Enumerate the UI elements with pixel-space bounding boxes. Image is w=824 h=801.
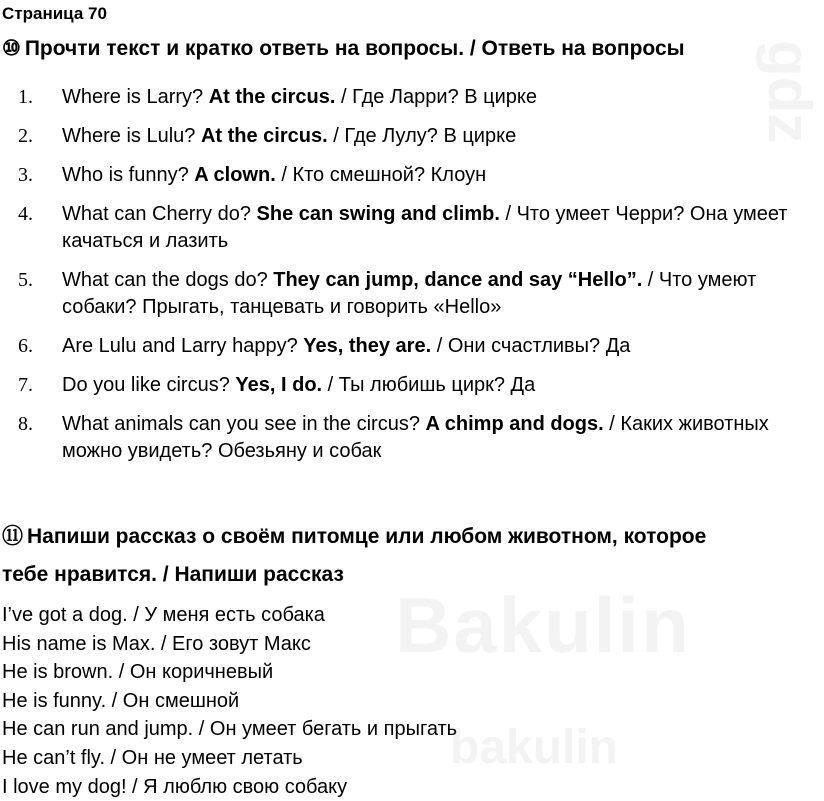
translation-text: / Кто смешной? Клоун: [275, 164, 487, 186]
translation-text: / Они счастливы? Да: [431, 335, 631, 357]
translation-text: / Где Ларри? В цирке: [335, 86, 538, 108]
page-label: Страница 70: [2, 4, 107, 23]
item-number: 4.: [18, 203, 33, 225]
story-line: He can run and jump. / Он умеет бегать и прыгать: [2, 718, 458, 741]
answer-text: A clown.: [194, 164, 276, 186]
question-text: Do you like circus?: [62, 374, 236, 396]
task-11-title-continued: тебе нравится. / Напиши рассказ: [2, 563, 344, 586]
answer-text: At the circus.: [200, 125, 328, 147]
item-number: 5.: [18, 269, 33, 291]
list-item: [18, 162, 798, 189]
answer-text: Yes, they are.: [303, 335, 432, 357]
story-line: He is funny. / Он смешной: [2, 689, 240, 712]
question-text: Are Lulu and Larry happy?: [62, 335, 304, 357]
question-text: What can Cherry do?: [62, 203, 257, 225]
story-line: I’ve got a dog. / У меня есть собака: [2, 604, 325, 626]
list-item: [18, 201, 798, 255]
list-item: [18, 411, 798, 465]
question-text: What can the dogs do?: [62, 269, 274, 291]
question-text: Who is funny?: [62, 164, 195, 186]
question-list: [18, 84, 798, 477]
item-number: 3.: [18, 164, 33, 186]
answer-text: A chimp and dogs.: [425, 413, 604, 435]
list-item: [18, 372, 798, 399]
task-10-number: ⑩: [2, 37, 21, 60]
watermark-small: bakulin: [450, 721, 619, 774]
watermark: Bakulin: [395, 581, 691, 669]
story-list: [2, 601, 457, 801]
answer-text: She can swing and climb.: [256, 203, 500, 225]
story-line: He can’t fly. / Он не умеет летать: [2, 746, 303, 769]
answer-text: They can jump, dance and say “Hello”.: [273, 269, 643, 291]
story-line: His name is Max. / Его зовут Макс: [2, 632, 311, 655]
translation-text: / Каких животных можно увидеть? Обезьяну и собак: [62, 413, 769, 462]
item-number: 2.: [18, 125, 33, 147]
story-line: I love my dog! / Я люблю свою собаку: [2, 775, 348, 798]
task-11-title-text: Напиши рассказ о своём питомце или любом животном, которое: [27, 525, 707, 548]
task-10-title: [2, 36, 685, 61]
watermark-side: gdz: [756, 40, 823, 144]
item-number: 6.: [18, 335, 33, 357]
list-item: [18, 123, 798, 150]
answer-text: Yes, I do.: [235, 374, 323, 396]
question-text: Where is Larry?: [62, 86, 209, 108]
translation-text: / Что умеет Черри? Она умеет качаться и лазить: [62, 203, 788, 252]
list-item: [18, 333, 798, 360]
item-number: 7.: [18, 374, 33, 396]
question-text: What animals can you see in the circus?: [62, 413, 426, 435]
list-item: [18, 84, 798, 111]
item-number: 1.: [18, 86, 33, 108]
story-line: He is brown. / Он коричневый: [2, 661, 274, 684]
item-number: 8.: [18, 413, 33, 435]
task-11-number: ⑪: [2, 525, 23, 548]
answer-text: At the circus.: [208, 86, 336, 108]
task-10-title-text: Прочти текст и кратко ответь на вопросы. / Ответь на вопросы: [24, 37, 685, 60]
translation-text: / Ты любишь цирк? Да: [322, 374, 536, 396]
translation-text: / Где Лулу? В цирке: [327, 125, 517, 147]
list-item: [18, 267, 798, 321]
task-11-title: [2, 520, 706, 550]
translation-text: / Что умеют собаки? Прыгать, танцевать и говорить «Hello»: [62, 269, 757, 318]
question-text: Where is Lulu?: [62, 125, 201, 147]
